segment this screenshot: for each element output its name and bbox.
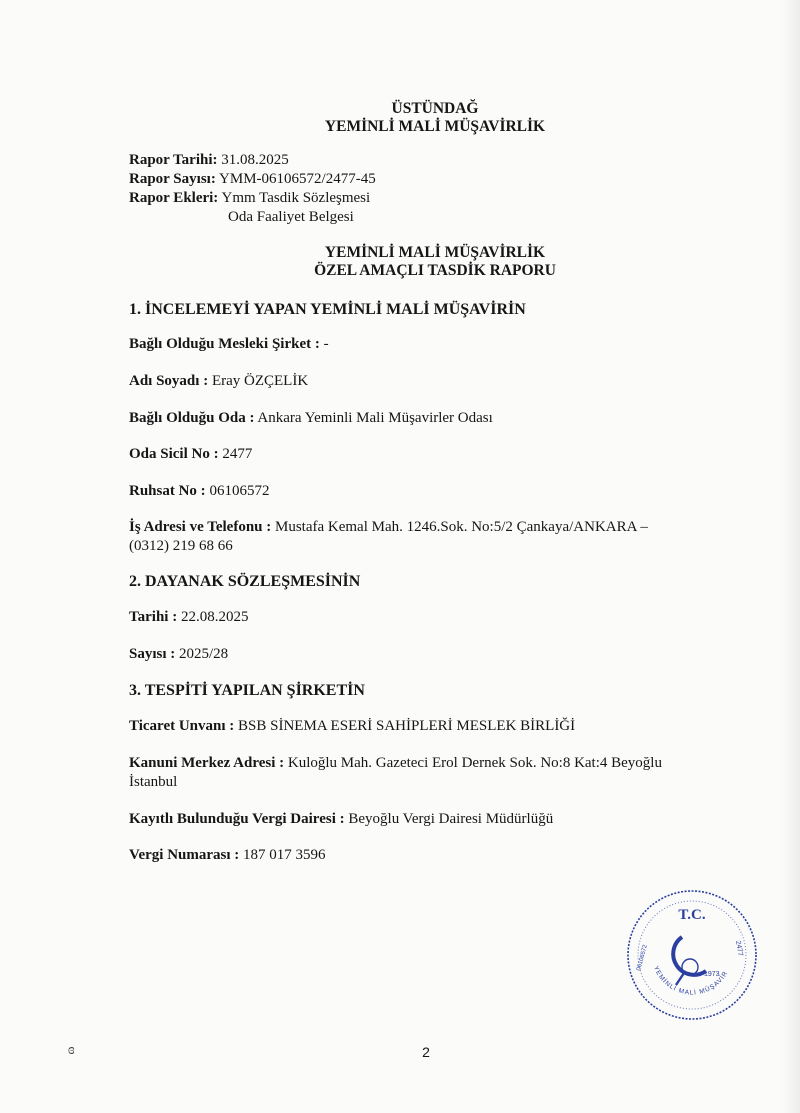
field-address — [129, 518, 674, 556]
field-tax-number — [129, 846, 674, 865]
field-company — [129, 335, 674, 354]
stamp-center-text: T.C. — [678, 907, 706, 923]
report-attachment-1: Ymm Tasdik Sözleşmesi — [221, 190, 371, 206]
field-contract-date-value: 22.08.2025 — [180, 609, 249, 625]
report-attachments-row — [129, 189, 376, 208]
firm-name: ÜSTÜNDAĞ — [391, 100, 479, 117]
report-date-row — [129, 151, 376, 170]
field-address-label: İş Adresi ve Telefonu : — [129, 519, 272, 535]
field-contract-number — [129, 645, 674, 664]
field-company-label: Bağlı Olduğu Mesleki Şirket : — [129, 336, 320, 352]
field-chamber — [129, 409, 674, 428]
field-tax-number-value: 187 017 3596 — [243, 847, 326, 863]
section-2-heading: 2. DAYANAK SÖZLEŞMESİNİN — [129, 573, 361, 590]
field-registry — [129, 445, 674, 464]
field-registry-value: 2477 — [222, 446, 253, 462]
field-tax-office-value: Beyoğlu Vergi Dairesi Müdürlüğü — [348, 811, 554, 827]
corner-mark: ɞ — [68, 1042, 75, 1058]
field-company-value: - — [323, 336, 329, 352]
field-license-label: Ruhsat No : — [129, 483, 206, 499]
field-trade-name-value: BSB SİNEMA ESERİ SAHİPLERİ MESLEK BİRLİĞİ — [238, 718, 576, 734]
field-registry-label: Oda Sicil No : — [129, 446, 219, 462]
field-contract-number-label: Sayısı : — [129, 646, 176, 662]
report-attachment-row-2 — [129, 208, 376, 227]
field-tax-office-label: Kayıtlı Bulunduğu Vergi Dairesi : — [129, 811, 345, 827]
report-number-value: YMM-06106572/2477-45 — [219, 171, 376, 187]
report-title-line-1: YEMİNLİ MALİ MÜŞAVİRLİK — [324, 244, 546, 261]
report-number-label: Rapor Sayısı: — [129, 171, 216, 187]
field-hq-address — [129, 754, 674, 792]
stamp-arc-text — [652, 965, 730, 996]
field-trade-name — [129, 717, 674, 736]
field-name — [129, 372, 674, 391]
firm-header — [0, 100, 800, 136]
report-date-label: Rapor Tarihi: — [129, 152, 218, 168]
stamp-ring-text: 06106572 — [636, 944, 649, 972]
report-attachments-label: Rapor Ekleri: — [129, 190, 219, 206]
field-hq-address-label: Kanuni Merkez Adresi : — [129, 755, 285, 771]
report-meta — [129, 151, 376, 227]
report-title — [0, 244, 800, 280]
field-tax-office — [129, 810, 674, 829]
field-name-label: Adı Soyadı : — [129, 373, 209, 389]
field-tax-number-label: Vergi Numarası : — [129, 847, 240, 863]
field-address-value: Mustafa Kemal Mah. 1246.Sok. No:5/2 Çankaya/ANKARA – (0312) 219 68 66 — [129, 519, 648, 554]
field-contract-number-value: 2025/28 — [179, 646, 229, 662]
field-hq-address-value: Kuloğlu Mah. Gazeteci Erol Dernek Sok. No:8 Kat:4 Beyoğlu İstanbul — [129, 755, 662, 790]
official-stamp — [624, 885, 760, 1025]
field-trade-name-label: Ticaret Unvanı : — [129, 718, 235, 734]
field-chamber-value: Ankara Yeminli Mali Müşavirler Odası — [257, 410, 493, 426]
field-contract-date — [129, 608, 674, 627]
stamp-arc-textpath: YEMİNLİ MALİ MÜŞAVİR — [652, 965, 730, 997]
field-license-value: 06106572 — [209, 483, 270, 499]
report-number-row — [129, 170, 376, 189]
stamp-year-text: 1973 — [704, 971, 720, 978]
field-contract-date-label: Tarihi : — [129, 609, 178, 625]
stamp-crescent-icon — [673, 937, 706, 975]
report-attachment-2: Oda Faaliyet Belgesi — [228, 209, 354, 225]
field-name-value: Eray ÖZÇELİK — [211, 373, 309, 389]
firm-subtitle: YEMİNLİ MALİ MÜŞAVİRLİK — [324, 118, 546, 135]
report-title-line-2: ÖZEL AMAÇLI TASDİK RAPORU — [314, 262, 556, 279]
field-chamber-label: Bağlı Olduğu Oda : — [129, 410, 255, 426]
report-date-value: 31.08.2025 — [221, 152, 289, 168]
page-edge-shadow — [782, 0, 800, 1113]
section-3-heading: 3. TESPİTİ YAPILAN ŞİRKETİN — [129, 682, 365, 699]
section-1-heading: 1. İNCELEMEYİ YAPAN YEMİNLİ MALİ MÜŞAVİRİN — [129, 301, 526, 318]
stamp-number-text: 2477 — [734, 940, 744, 957]
page-number: 2 — [422, 1044, 430, 1060]
field-license — [129, 482, 674, 501]
